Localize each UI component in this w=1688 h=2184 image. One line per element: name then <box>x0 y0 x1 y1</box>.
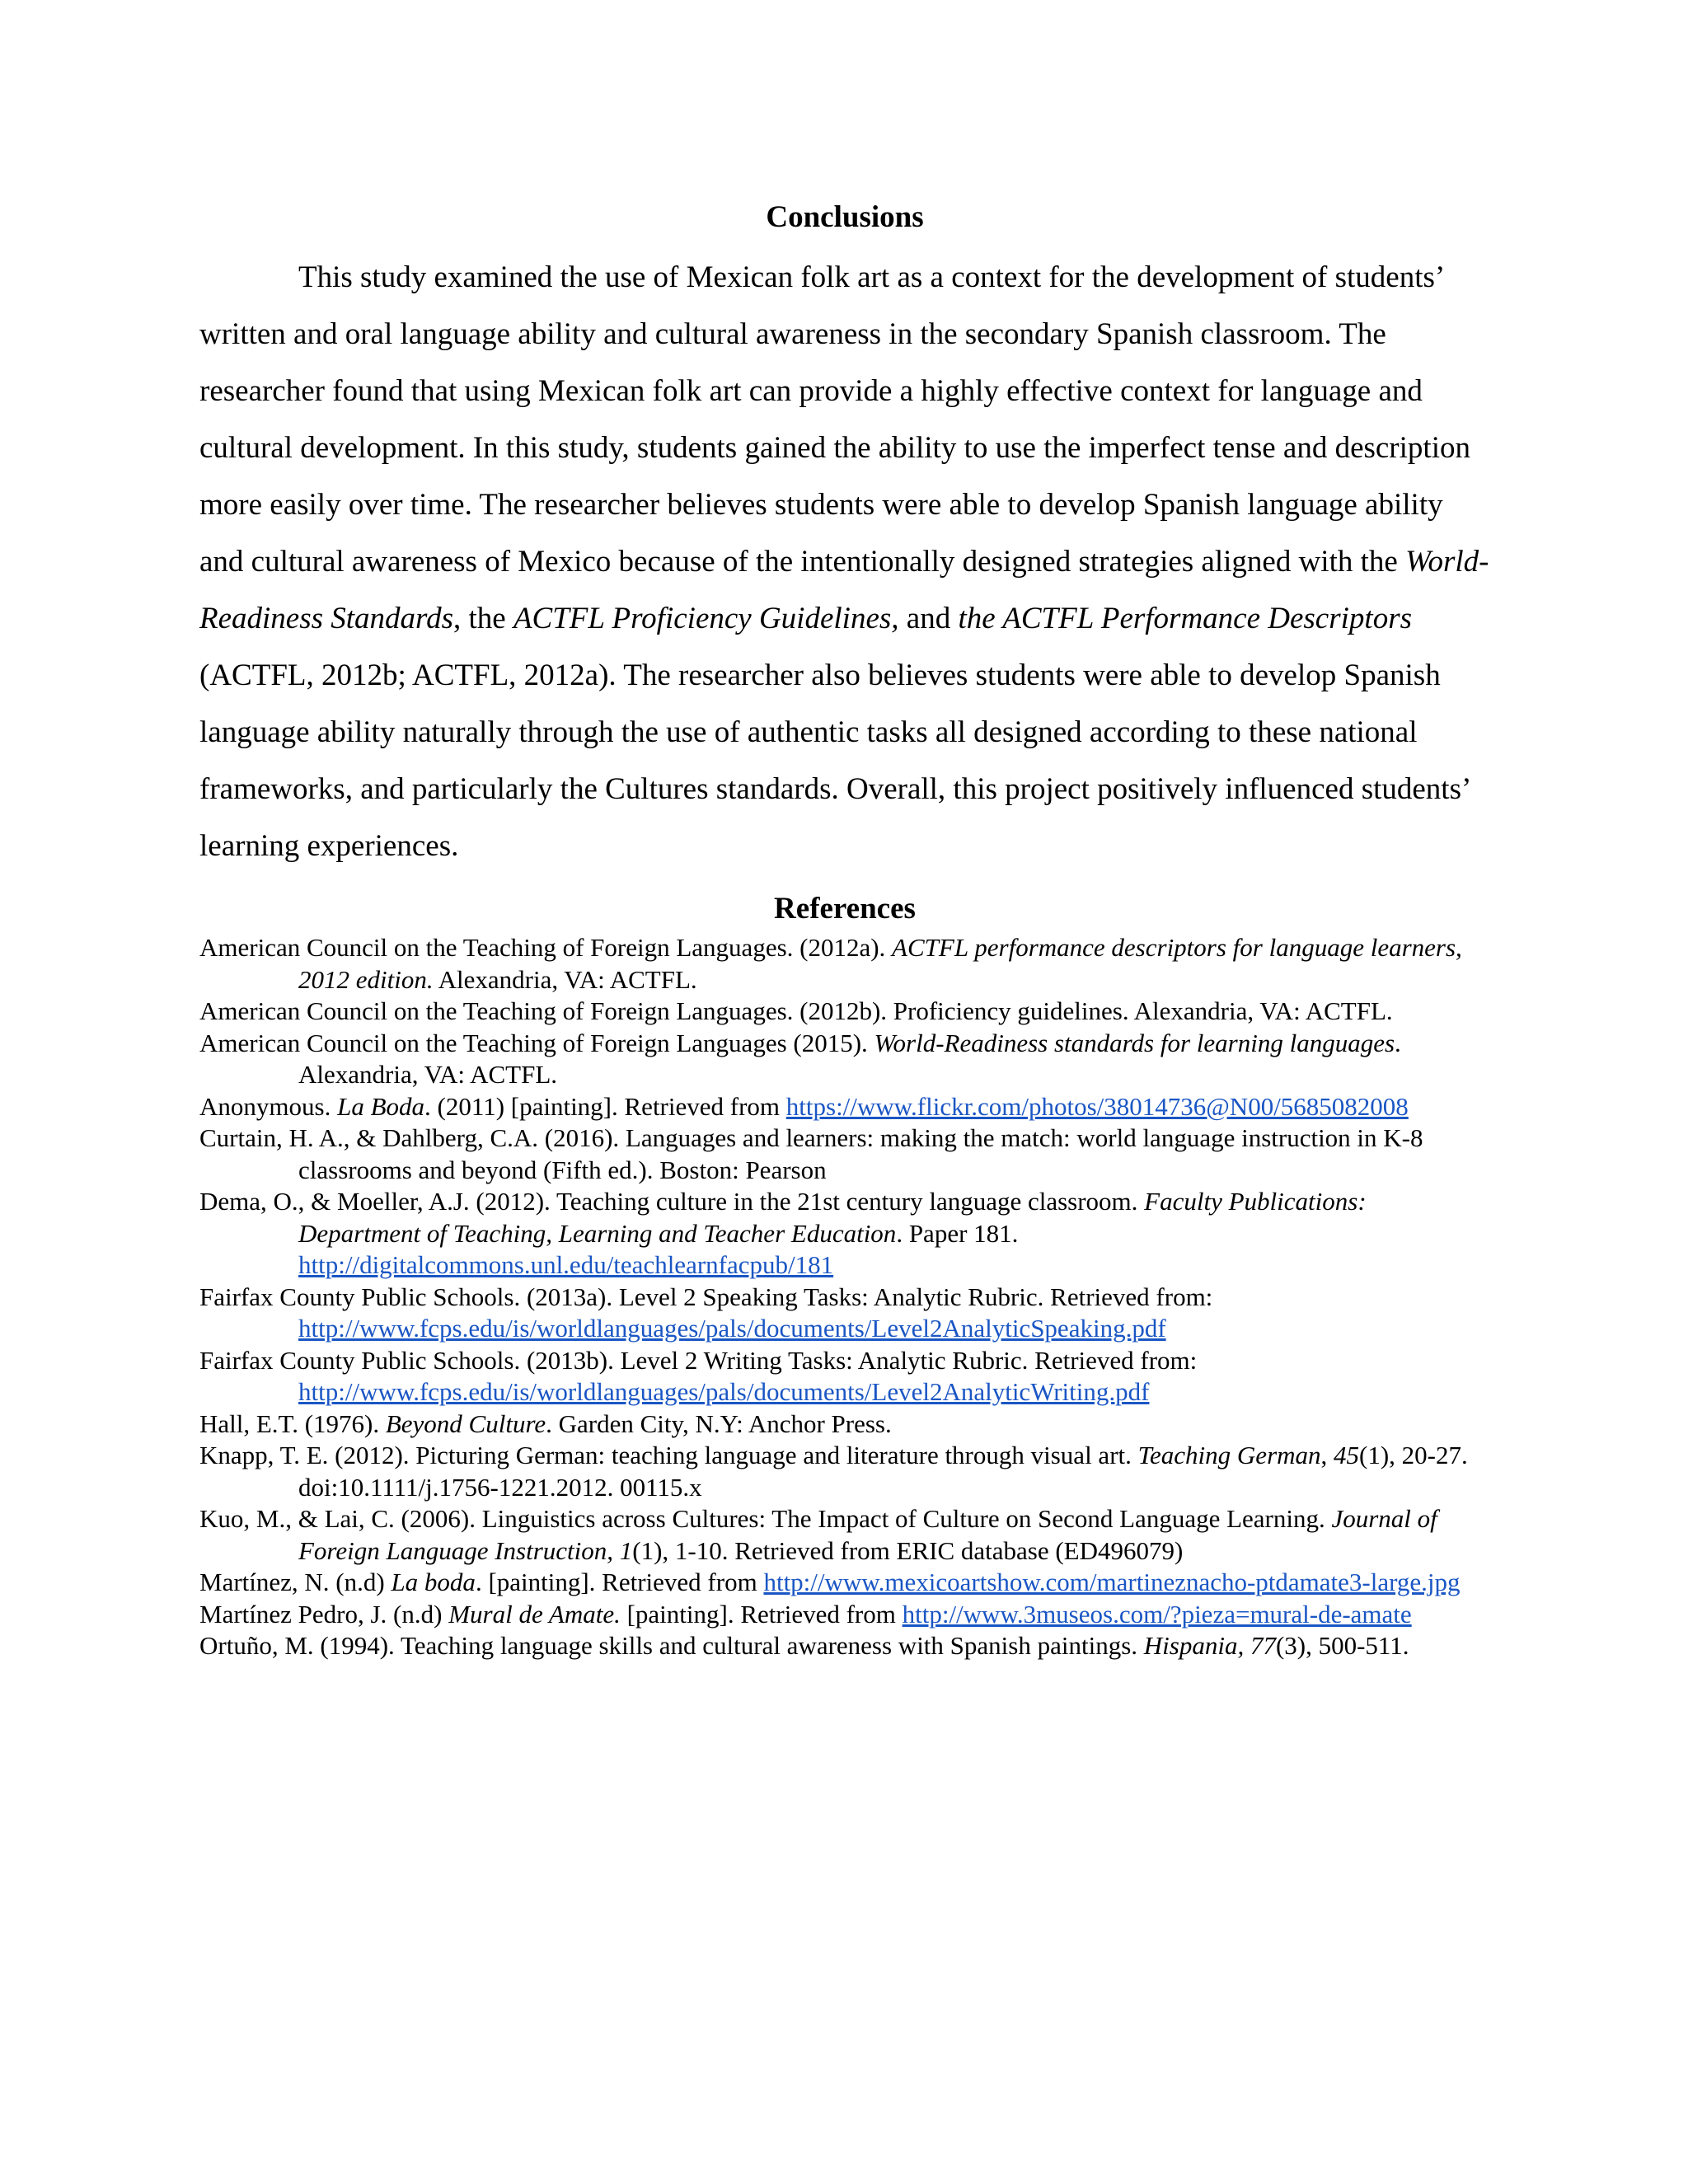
text-run: and <box>898 602 959 636</box>
reference-entry <box>199 1599 1490 1631</box>
text-run: . Paper 181. <box>896 1218 1019 1248</box>
text-run: Anonymous. <box>199 1091 338 1121</box>
reference-entry <box>199 1503 1490 1567</box>
text-run: Ortuño, M. (1994). Teaching language skills and cultural awareness with Spanish paintings. <box>199 1631 1144 1661</box>
text-run: , the <box>452 602 513 636</box>
text-run: (ACTFL, 2012b; ACTFL, 2012a). The researcher also believes students were able to develop Spanish language ability naturally through the use of authentic tasks all designed according to these national frameworks, and particularly the Cultures standards. Overall, this project positively influenced students’ learning experiences. <box>199 658 1470 864</box>
text-run: . [painting]. Retrieved from <box>475 1568 764 1597</box>
text-run: , <box>1320 1441 1334 1470</box>
text-run: Dema, O., & Moeller, A.J. (2012). Teaching culture in the 21st century language classroom. <box>199 1187 1145 1216</box>
italic-text: Beyond Culture <box>385 1408 546 1438</box>
reference-link[interactable]: http://www.3museos.com/?pieza=mural-de-amate <box>902 1599 1412 1629</box>
italic-text: World-Readiness standards for learning languages <box>874 1028 1395 1057</box>
text-run: . Alexandria, VA: ACTFL. <box>298 1028 1401 1090</box>
italic-text: Hispania, 77 <box>1143 1631 1276 1661</box>
reference-link[interactable]: http://www.fcps.edu/is/worldlanguages/pals/documents/Level2AnalyticSpeaking.pdf <box>298 1314 1166 1343</box>
text-run: American Council on the Teaching of Foreign Languages. (2012b). Proficiency guidelines. Alexandria, VA: ACTFL. <box>199 996 1393 1026</box>
text-run: Curtain, H. A., & Dahlberg, C.A. (2016). Languages and learners: making the match: world language instruction in K-8 classrooms and beyond (Fifth ed.). Boston: Pearson <box>199 1123 1423 1184</box>
reference-entry <box>199 1028 1490 1091</box>
reference-entry <box>199 932 1490 996</box>
text-run: Knapp, T. E. (2012). Picturing German: teaching language and literature through visual art. <box>199 1441 1138 1470</box>
text-run: Fairfax County Public Schools. (2013a). Level 2 Speaking Tasks: Analytic Rubric. Retrieved from: <box>199 1282 1213 1311</box>
text-run: Kuo, M., & Lai, C. (2006). Linguistics across Cultures: The Impact of Culture on Second Language Learning. <box>199 1504 1332 1534</box>
reference-entry <box>199 1408 1490 1441</box>
text-run: American Council on the Teaching of Foreign Languages (2015). <box>199 1028 874 1057</box>
page-content <box>199 198 1490 1662</box>
reference-link[interactable]: http://digitalcommons.unl.edu/teachlearnfacpub/181 <box>298 1250 834 1280</box>
reference-entry <box>199 1345 1490 1408</box>
text-run: (1), 20-27. doi:10.1111/j.1756-1221.2012. 00115.x <box>298 1441 1468 1502</box>
reference-list <box>199 932 1490 1662</box>
reference-entry <box>199 996 1490 1028</box>
text-run: American Council on the Teaching of Foreign Languages. (2012a). <box>199 933 893 963</box>
text-run: Hall, E.T. (1976). <box>199 1408 386 1438</box>
italic-text: World-Readiness Standards <box>199 545 1489 636</box>
text-run: Fairfax County Public Schools. (2013b). Level 2 Writing Tasks: Analytic Rubric. Retrieved from: <box>199 1345 1198 1375</box>
italic-text: La Boda <box>337 1091 425 1121</box>
italic-text: ACTFL Proficiency Guidelines, <box>513 602 899 636</box>
italic-text: Teaching German <box>1137 1441 1321 1470</box>
reference-link[interactable]: http://www.fcps.edu/is/worldlanguages/pals/documents/Level2AnalyticWriting.pdf <box>298 1377 1150 1407</box>
text-run: Martínez Pedro, J. (n.d) <box>199 1599 449 1629</box>
italic-text: La boda <box>391 1568 476 1597</box>
text-run: Alexandria, VA: ACTFL. <box>433 964 697 994</box>
italic-text: ACTFL performance descriptors for language learners, 2012 edition. <box>298 933 1462 994</box>
reference-entry <box>199 1567 1490 1599</box>
reference-link[interactable]: http://www.mexicoartshow.com/martineznacho-ptdamate3-large.jpg <box>763 1568 1461 1597</box>
reference-entry <box>199 1186 1490 1282</box>
conclusions-paragraph <box>199 249 1490 874</box>
text-run: This study examined the use of Mexican folk art as a context for the development of students’ written and oral language ability and cultural awareness in the secondary Spanish classroom. The researcher found that using Mexican folk art can provide a highly effective context for language and cultural development. In this study, students gained the ability to use the imperfect tense and description more easily over time. The researcher believes students were able to develop Spanish language ability and cultural awareness of Mexico because of the intentionally designed strategies aligned with the <box>199 260 1470 579</box>
reference-entry <box>199 1091 1490 1123</box>
italic-text: Mural de Amate. <box>448 1599 621 1629</box>
reference-entry <box>199 1440 1490 1503</box>
text-run: (3), 500-511. <box>1275 1631 1409 1661</box>
italic-text: the ACTFL Performance Descriptors <box>958 602 1412 636</box>
conclusions-heading: Conclusions <box>766 200 924 234</box>
text-run: . (2011) [painting]. Retrieved from <box>424 1091 786 1121</box>
reference-link[interactable]: https://www.flickr.com/photos/38014736@N00/5685082008 <box>785 1091 1409 1121</box>
reference-entry <box>199 1282 1490 1345</box>
text-run: (1), 1-10. Retrieved from ERIC database (ED496079) <box>632 1535 1184 1565</box>
text-run: Martínez, N. (n.d) <box>199 1568 392 1597</box>
italic-text: Faculty Publications: Department of Teaching, Learning and Teacher Education <box>298 1187 1367 1248</box>
reference-entry <box>199 1122 1490 1186</box>
text-run: [painting]. Retrieved from <box>620 1599 903 1629</box>
italic-text: 45 <box>1334 1441 1360 1470</box>
text-run: . Garden City, N.Y: Anchor Press. <box>546 1408 892 1438</box>
reference-entry <box>199 1630 1490 1662</box>
references-heading: References <box>774 892 916 926</box>
italic-text: Journal of Foreign Language Instruction, 1 <box>298 1504 1437 1565</box>
